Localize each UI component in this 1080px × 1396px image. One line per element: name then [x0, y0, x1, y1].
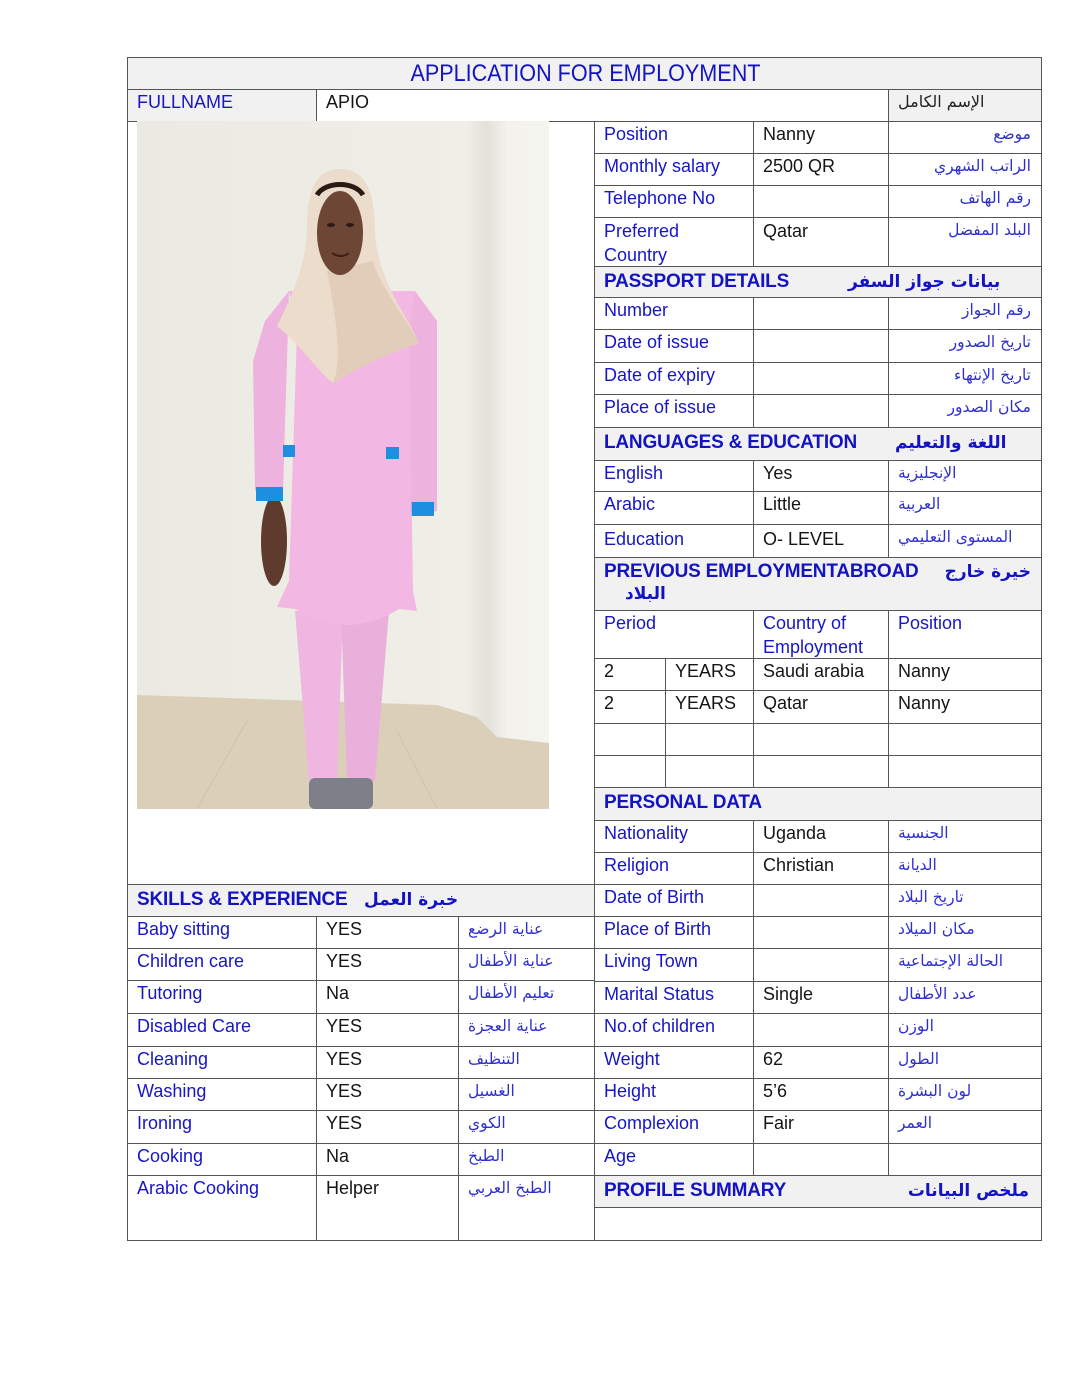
tutoring-label-ar: تعليم الأطفال: [459, 981, 595, 1013]
personal-row: [595, 885, 1041, 917]
date-of-expiry-label-ar: تاريخ الإنتهاء: [953, 366, 1031, 384]
period-unit[interactable]: YEARS: [666, 659, 754, 690]
date-of-issue-value[interactable]: [754, 330, 889, 362]
passport-row: [595, 330, 1041, 363]
cleaning-label-ar: التنظيف: [459, 1047, 595, 1078]
weight-value[interactable]: 62: [754, 1047, 889, 1078]
language-row: [595, 525, 1041, 558]
personal-data-title: PERSONAL DATA: [604, 792, 762, 813]
skill-row: [128, 1079, 595, 1111]
employment-row: [595, 659, 1041, 691]
profile-summary-title-text: PROFILE SUMMARY: [604, 1180, 787, 1201]
profile-summary-title: [595, 1176, 1041, 1207]
children-care-value[interactable]: YES: [317, 949, 459, 980]
cooking-label: Cooking: [128, 1144, 317, 1175]
personal-row: [595, 853, 1041, 885]
personal-row: [595, 982, 1041, 1014]
nationality-label-ar: الجنسية: [898, 824, 949, 842]
place-of-birth-label: Place of Birth: [595, 917, 754, 948]
skill-row: [128, 917, 595, 949]
date-of-expiry-value[interactable]: [754, 363, 889, 394]
weight-label: Weight: [595, 1047, 754, 1078]
education-value[interactable]: O- LEVEL: [754, 525, 889, 557]
complexion-label-ar: العمر: [898, 1114, 933, 1132]
height-label: Height: [595, 1079, 754, 1110]
personal-data-header: [595, 788, 1041, 821]
preferred-country-value[interactable]: Qatar: [754, 218, 889, 266]
fullname-label-ar: الإسم الكامل: [889, 90, 1041, 121]
profile-summary-header: [595, 1176, 1041, 1208]
living-town-label: Living Town: [595, 949, 754, 981]
title-row: [128, 58, 1041, 90]
place-of-birth-value[interactable]: [754, 917, 889, 948]
preferred-country-label: Preferred Country: [595, 218, 754, 266]
employment-row: [595, 756, 1041, 788]
languages-title-ar: اللغة والتعليم: [895, 433, 1007, 453]
job-row: [595, 186, 1041, 218]
complexion-value[interactable]: Fair: [754, 1111, 889, 1143]
personal-row: [595, 1079, 1041, 1111]
age-label: Age: [595, 1144, 754, 1175]
period-number[interactable]: 2: [595, 691, 666, 723]
marital-status-label-ar: عدد الأطفال: [898, 985, 977, 1003]
passport-row: [595, 298, 1041, 330]
place-of-issue-label-ar: مكان الصدور: [947, 398, 1031, 416]
place-of-birth-label-ar: مكان الميلاد: [898, 920, 975, 938]
position-label: Position: [595, 122, 754, 153]
ironing-label: Ironing: [128, 1111, 317, 1143]
personal-row: [595, 1111, 1041, 1144]
previous-employment-title-ar-line1: خيرة خارج: [944, 562, 1031, 582]
skill-row: [128, 981, 595, 1014]
arabic-value[interactable]: Little: [754, 492, 889, 524]
religion-label-ar: الديانة: [898, 856, 937, 874]
cooking-value[interactable]: Na: [317, 1144, 459, 1175]
job-row: [595, 154, 1041, 186]
complexion-label: Complexion: [595, 1111, 754, 1143]
monthly-salary-label: Monthly salary: [595, 154, 754, 185]
languages-title: [595, 428, 1041, 460]
passport-title-ar: بيانات جواز السفر: [848, 272, 1001, 292]
date-of-issue-label-ar: تاريخ الصدور: [949, 333, 1031, 351]
position-value[interactable]: Nanny: [754, 122, 889, 153]
personal-row: [595, 917, 1041, 949]
country-of-employment[interactable]: [754, 724, 889, 755]
employment-row: [595, 724, 1041, 756]
skill-row: [128, 949, 595, 981]
country-of-employment[interactable]: Saudi arabia: [754, 659, 889, 690]
passport-number-label-ar: رقم الجواز: [962, 301, 1031, 319]
employment-header-row: [595, 611, 1041, 659]
fullname-row: [128, 90, 1041, 122]
passport-title: [595, 267, 1041, 297]
marital-status-label: Marital Status: [595, 982, 754, 1013]
children-care-label-ar: عناية الأطفال: [459, 949, 595, 980]
monthly-salary-value[interactable]: 2500 QR: [754, 154, 889, 185]
telephone-value[interactable]: [754, 186, 889, 217]
cooking-label-ar: الطبخ: [459, 1144, 595, 1175]
baby-sitting-label-ar: عناية الرضع: [459, 917, 595, 948]
languages-title-text: LANGUAGES & EDUCATION: [604, 432, 858, 453]
education-label: Education: [595, 525, 754, 557]
date-of-birth-label: Date of Birth: [595, 885, 754, 916]
period-unit[interactable]: YEARS: [666, 691, 754, 723]
weight-label-ar: الطول: [898, 1050, 940, 1068]
employment-position[interactable]: [889, 724, 1041, 755]
children-value[interactable]: [754, 1014, 889, 1046]
place-of-issue-value[interactable]: [754, 395, 889, 427]
country-header: Country of Employment: [754, 611, 889, 658]
living-town-value[interactable]: [754, 949, 889, 981]
cleaning-label: Cleaning: [128, 1047, 317, 1078]
period-number[interactable]: [595, 756, 666, 787]
language-row: [595, 492, 1041, 525]
telephone-label: Telephone No: [595, 186, 754, 217]
arabic-label-ar: العربية: [898, 495, 941, 513]
monthly-salary-label-ar: الراتب الشهري: [933, 157, 1031, 175]
disabled-care-label-ar: عناية العجزة: [459, 1014, 595, 1046]
passport-row: [595, 395, 1041, 428]
nationality-value[interactable]: Uganda: [754, 821, 889, 852]
position-header: Position: [898, 613, 963, 633]
cleaning-value[interactable]: YES: [317, 1047, 459, 1078]
telephone-label-ar: رقم الهاتف: [959, 189, 1031, 207]
height-label-ar: لون البشرة: [898, 1082, 972, 1100]
skill-row: [128, 1176, 595, 1240]
languages-header: [595, 428, 1041, 461]
disabled-care-value[interactable]: YES: [317, 1014, 459, 1046]
english-label: English: [595, 461, 754, 491]
baby-sitting-value[interactable]: YES: [317, 917, 459, 948]
passport-number-value[interactable]: [754, 298, 889, 329]
skills-title: [128, 885, 594, 916]
baby-sitting-label: Baby sitting: [128, 917, 317, 948]
period-unit[interactable]: [666, 756, 754, 787]
ironing-label-ar: الكوي: [459, 1111, 595, 1143]
date-of-birth-value[interactable]: [754, 885, 889, 916]
arabic-cooking-label-ar: الطبخ العربي: [459, 1176, 595, 1240]
fullname-label: FULLNAME: [128, 90, 317, 121]
tutoring-label: Tutoring: [128, 981, 317, 1013]
period-header: Period: [595, 611, 754, 658]
period-number[interactable]: 2: [595, 659, 666, 690]
arabic-cooking-value[interactable]: Helper: [317, 1176, 459, 1240]
ironing-value[interactable]: YES: [317, 1111, 459, 1143]
preferred-country-label-ar: البلد المفضل: [948, 221, 1031, 239]
fullname-value[interactable]: APIO: [317, 90, 889, 121]
applicant-photo: [137, 121, 549, 809]
date-of-birth-label-ar: تاريخ البلاد: [898, 888, 964, 906]
page-title-text: APPLICATION FOR EMPLOYMENT: [409, 60, 761, 87]
personal-row: [595, 949, 1041, 982]
skill-row: [128, 1047, 595, 1079]
profile-summary-value[interactable]: [595, 1208, 1041, 1240]
job-row: [595, 122, 1041, 154]
age-value[interactable]: [754, 1144, 889, 1175]
height-value[interactable]: 5’6: [754, 1079, 889, 1110]
country-of-employment[interactable]: [754, 756, 889, 787]
passport-title-text: PASSPORT DETAILS: [604, 271, 790, 292]
personal-row: [595, 1144, 1041, 1176]
washing-label-ar: الغسيل: [459, 1079, 595, 1110]
skills-header: [128, 885, 595, 917]
previous-employment-title: [595, 558, 1041, 610]
religion-value[interactable]: Christian: [754, 853, 889, 884]
profile-summary-title-ar: ملخص البيانات: [907, 1181, 1029, 1201]
english-label-ar: الإنجليزية: [898, 464, 957, 482]
age-label-ar: [889, 1144, 1041, 1175]
period-number[interactable]: [595, 724, 666, 755]
arabic-label: Arabic: [595, 492, 754, 524]
education-label-ar: المستوى التعليمي: [898, 528, 1013, 546]
passport-header: [595, 267, 1041, 298]
language-row: [595, 461, 1041, 492]
skills-title-ar: خبرة العمل: [364, 890, 459, 910]
passport-number-label: Number: [595, 298, 754, 329]
employment-position[interactable]: [889, 756, 1041, 787]
disabled-care-label: Disabled Care: [128, 1014, 317, 1046]
skill-row: [128, 1014, 595, 1047]
passport-row: [595, 363, 1041, 395]
skill-row: [128, 1144, 595, 1176]
personal-row: [595, 1014, 1041, 1047]
date-of-expiry-label: Date of expiry: [595, 363, 754, 394]
washing-value[interactable]: YES: [317, 1079, 459, 1110]
personal-row: [595, 821, 1041, 853]
job-row: [595, 218, 1041, 267]
skills-title-text: SKILLS & EXPERIENCE: [137, 889, 348, 910]
children-care-label: Children care: [128, 949, 317, 980]
tutoring-value[interactable]: Na: [317, 981, 459, 1013]
period-unit[interactable]: [666, 724, 754, 755]
date-of-issue-label: Date of issue: [595, 330, 754, 362]
country-of-employment[interactable]: Qatar: [754, 691, 889, 723]
washing-label: Washing: [128, 1079, 317, 1110]
page-title: [128, 58, 1041, 89]
living-town-label-ar: الحالة الإجتماعية: [898, 952, 1004, 970]
children-label-ar: الوزن: [898, 1017, 934, 1035]
previous-employment-title-text: PREVIOUS EMPLOYMENTABROAD: [604, 561, 919, 582]
employment-position[interactable]: Nanny: [898, 693, 951, 713]
employment-position[interactable]: Nanny: [898, 661, 951, 681]
personal-row: [595, 1047, 1041, 1079]
employment-row: [595, 691, 1041, 724]
english-value[interactable]: Yes: [754, 461, 889, 491]
religion-label: Religion: [595, 853, 754, 884]
profile-summary-row: [595, 1208, 1041, 1240]
children-label: No.of children: [595, 1014, 754, 1046]
previous-employment-title-ar-line2: البلاد: [625, 584, 666, 604]
previous-employment-header: [595, 558, 1041, 611]
marital-status-value[interactable]: Single: [754, 982, 889, 1013]
position-label-ar: موضع: [993, 125, 1031, 143]
arabic-cooking-label: Arabic Cooking: [128, 1176, 317, 1240]
place-of-issue-label: Place of issue: [595, 395, 754, 427]
nationality-label: Nationality: [595, 821, 754, 852]
skill-row: [128, 1111, 595, 1144]
